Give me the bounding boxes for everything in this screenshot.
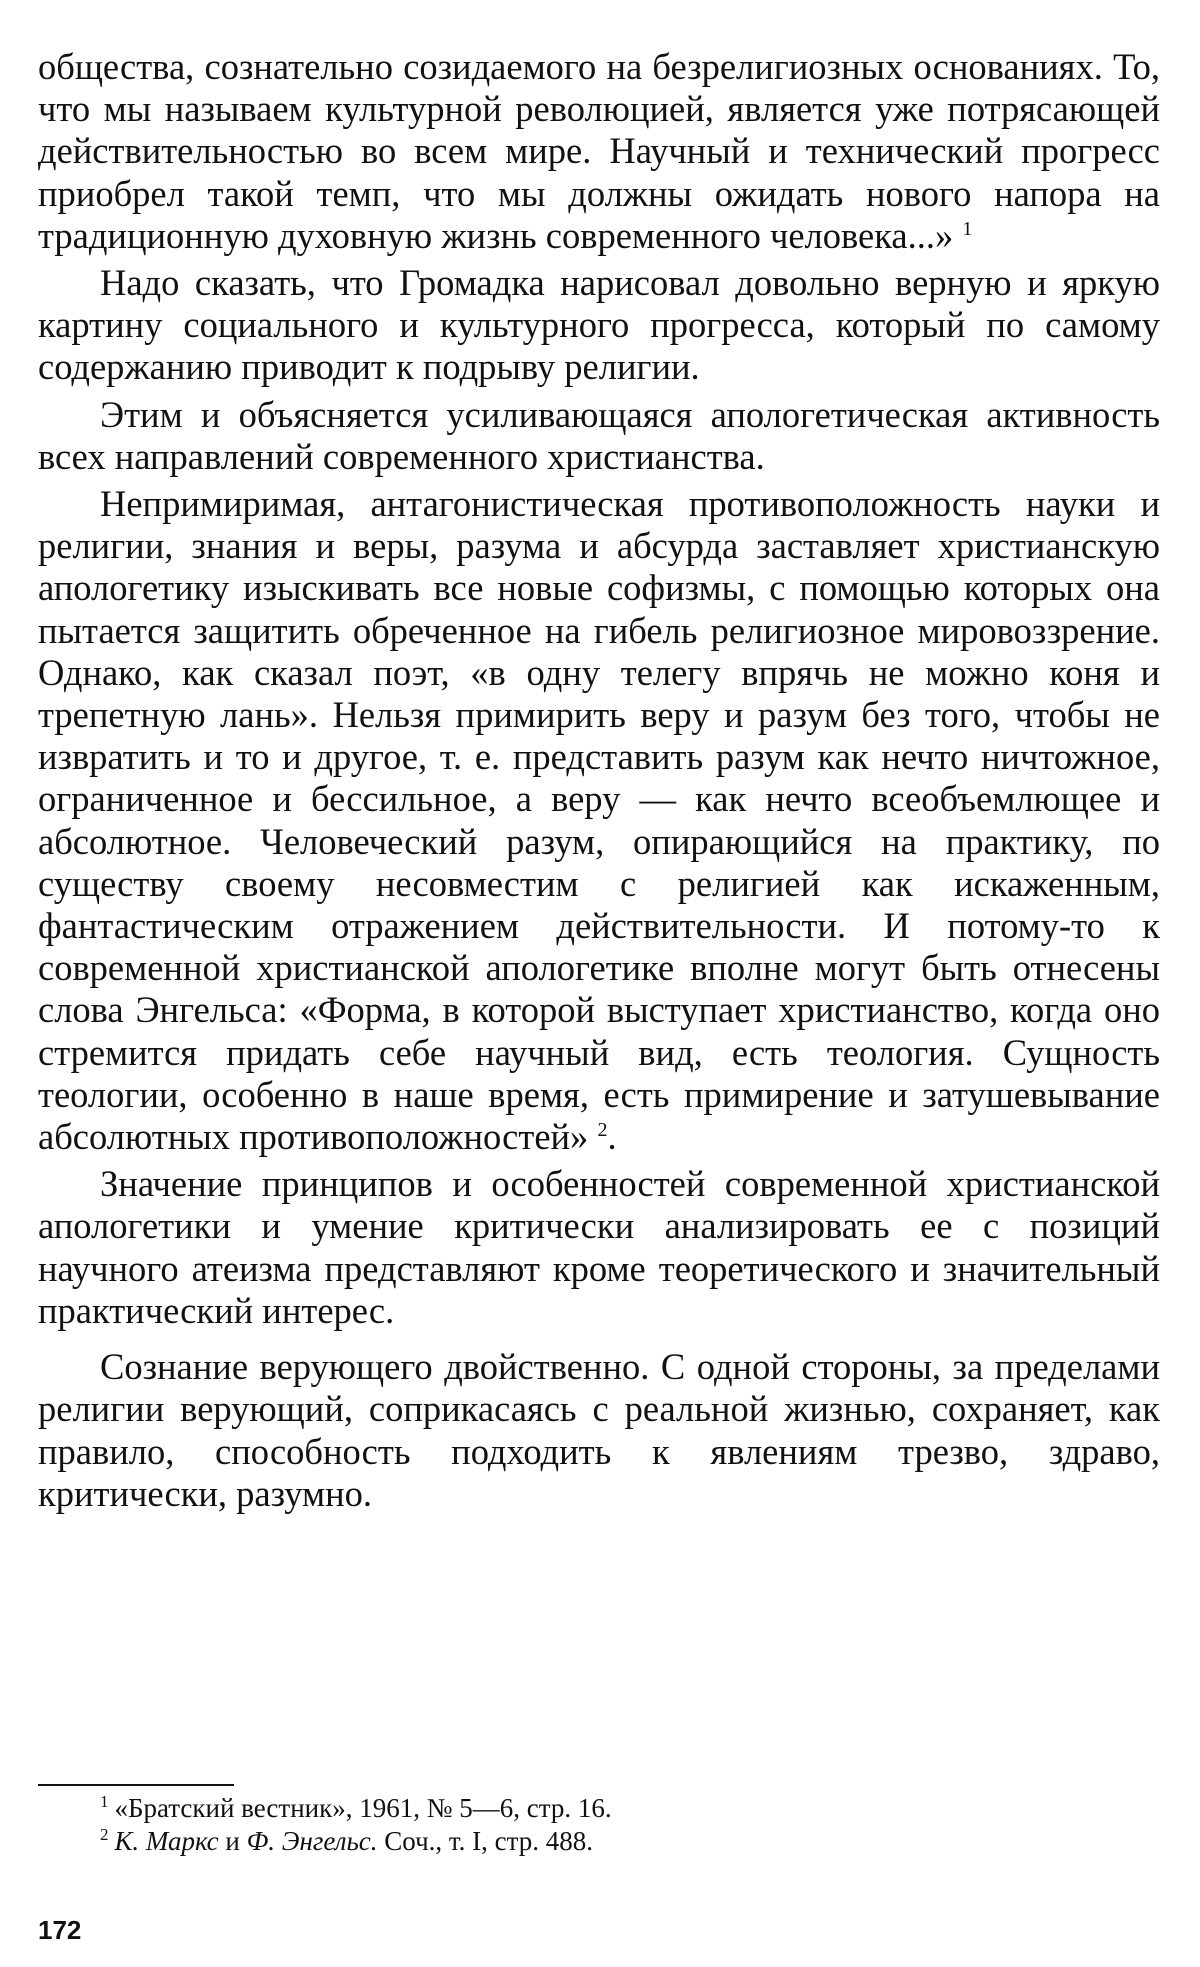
paragraph-2 xyxy=(38,262,1160,389)
footnote-ref-1[interactable]: 1 xyxy=(962,217,973,240)
footnote-1-mark: 1 xyxy=(100,1792,109,1811)
paragraph-4-text: Непримиримая, антагонистическая противоположность науки и религии, знания и веры, разума и абсурда заставляет христианскую апологетику изыскивать все новые софизмы, с помощью которых она пытается защитить обреченное на гибель религиозное мировоззрение. Однако, как сказал поэт, «в одну телегу впрячь не можно коня и трепетную лань». Нельзя примирить веру и разум без того, чтобы не извратить и то и другое, т. е. представить разум как нечто ничтожное, ограниченное и бессильное, а веру — как нечто всеобъемлющее и абсолютное. Человеческий разум, опирающийся на практику, по существу своему несовместим с религией как искаженным, фантастическим отражением действительности. И потому-то к современной христианской апологетике вполне могут быть отнесены слова Энгельса: «Форма, в которой выступает христианство, когда оно стремится придать себе научный вид, есть теология. Сущность теологии, особенно в наше время, есть примирение и затушевывание абсолютных противоположностей» xyxy=(38,483,1160,1158)
footnote-2-author-2: Ф. Энгельс. xyxy=(246,1826,378,1856)
paragraph-1 xyxy=(38,46,1160,257)
footnote-2 xyxy=(100,1825,1100,1858)
footnote-1-text: «Братский вестник», 1961, № 5—6, стр. 16. xyxy=(114,1793,612,1823)
footnotes xyxy=(100,1792,1100,1858)
page-body xyxy=(38,46,1160,1515)
paragraph-6 xyxy=(38,1346,1160,1515)
footnote-2-mark: 2 xyxy=(100,1825,109,1844)
footnote-2-connector: и xyxy=(218,1826,247,1856)
footnote-ref-2[interactable]: 2 xyxy=(597,1118,608,1141)
footnote-1 xyxy=(100,1792,1100,1825)
paragraph-2-text: Надо сказать, что Громадка нарисовал довольно верную и яркую картину социального и культурного прогресса, который по самому содержанию приводит к подрыву религии. xyxy=(38,262,1160,388)
paragraph-1-text: общества, сознательно созидаемого на безрелигиозных основаниях. То, что мы называем культурной революцией, является уже потрясающей действительностью во всем мире. Научный и технический прогресс приобрел такой темп, что мы должны ожидать нового напора на традиционную духовную жизнь современного человека...» xyxy=(38,46,1160,256)
paragraph-4 xyxy=(38,483,1160,1158)
paragraph-5-text: Значение принципов и особенностей современной христианской апологетики и умение критически анализировать ее с позиций научного атеизма представляют кроме теоретического и значительный практический интерес. xyxy=(38,1163,1160,1331)
paragraph-5 xyxy=(38,1163,1160,1332)
footnote-divider xyxy=(38,1784,234,1786)
paragraph-3 xyxy=(38,394,1160,478)
paragraph-4-tail: . xyxy=(607,1116,617,1158)
footnote-2-author-1: К. Маркс xyxy=(114,1826,219,1856)
paragraph-3-text: Этим и объясняется усиливающаяся апологетическая активность всех направлений современного христианства. xyxy=(38,393,1160,477)
paragraph-6-text: Сознание верующего двойственно. С одной стороны, за пределами религии верующий, соприкасаясь с реальной жизнью, сохраняет, как правило, способность подходить к явлениям трезво, здраво, критически, разумно. xyxy=(38,1346,1160,1514)
footnote-2-text: Соч., т. I, стр. 488. xyxy=(377,1826,594,1856)
page-number: 172 xyxy=(38,1915,82,1945)
